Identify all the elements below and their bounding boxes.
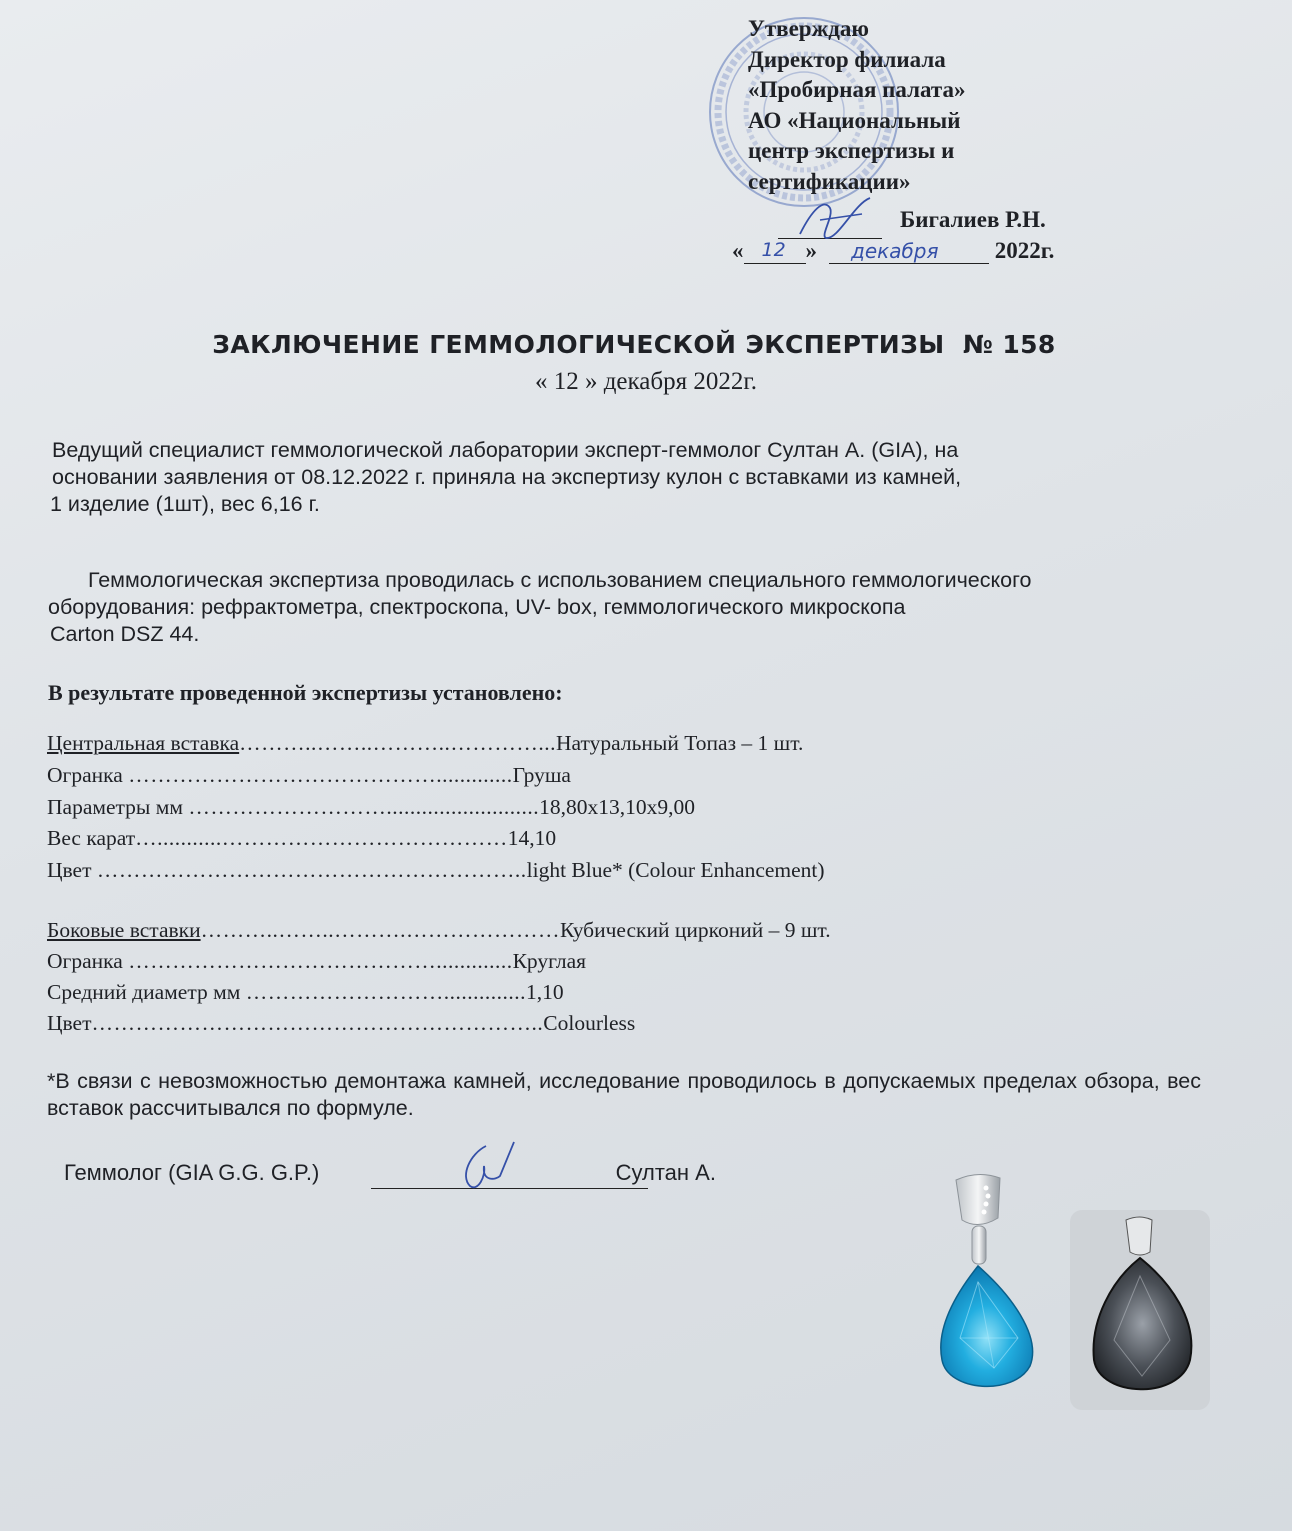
row-label: Боковые вставки bbox=[47, 918, 201, 942]
row-value: 18,80х13,10х9,00 bbox=[539, 795, 695, 819]
intro-line: Ведущий специалист геммологической лаборатории эксперт-геммолог Султан А. (GIA), на bbox=[52, 438, 959, 462]
row-label: Цвет bbox=[47, 1011, 92, 1035]
row-dots: ……………………….............. bbox=[245, 980, 526, 1004]
equipment-line: оборудования: рефрактометра, спектроскопа, UV- box, геммологического микроскопа bbox=[48, 595, 906, 619]
row-label: Центральная вставка bbox=[47, 731, 240, 755]
document-title bbox=[0, 330, 1292, 359]
intro-line: основании заявления от 08.12.2022 г. приняла на экспертизу кулон с вставками из камней, bbox=[52, 465, 962, 489]
side-insert-row bbox=[47, 949, 586, 974]
central-insert-row bbox=[47, 795, 695, 820]
row-label: Цвет bbox=[47, 858, 97, 882]
approval-block bbox=[748, 14, 966, 197]
approval-line: Утверждаю bbox=[748, 16, 869, 41]
gemologist-signature bbox=[440, 1136, 530, 1196]
side-insert-row bbox=[47, 980, 564, 1005]
title-text: ЗАКЛЮЧЕНИЕ ГЕММОЛОГИЧЕСКОЙ ЭКСПЕРТИЗЫ № 158 bbox=[212, 330, 1056, 359]
row-value: light Blue* (Colour Enhancement) bbox=[526, 858, 825, 882]
date-day-field bbox=[744, 241, 806, 264]
date-close-quote: » bbox=[805, 238, 817, 263]
gemologist-label: Геммолог (GIA G.G. G.P.) bbox=[64, 1160, 320, 1185]
row-value: Colourless bbox=[543, 1011, 636, 1035]
row-dots: ………..……..………..…………... bbox=[239, 731, 557, 755]
equipment-paragraph bbox=[48, 567, 1031, 648]
row-value: Круглая bbox=[512, 949, 587, 973]
side-insert-row bbox=[47, 918, 831, 943]
intro-line: 1 изделие (1шт), вес 6,16 г. bbox=[50, 492, 320, 516]
row-label: Огранка bbox=[47, 949, 129, 973]
approval-line: «Пробирная палата» bbox=[748, 77, 966, 102]
approval-line: Директор филиала bbox=[748, 46, 946, 72]
date-month-field bbox=[829, 241, 989, 264]
approval-line: АО «Национальный bbox=[748, 107, 961, 133]
row-label: Вес карат bbox=[47, 826, 136, 850]
date-year: 2022г. bbox=[994, 238, 1055, 263]
footnote: *В связи с невозможностью демонтажа камней, исследование проводилось в допускаемых пределах обзора, вес вставок рассчитывался по формуле. bbox=[47, 1069, 1201, 1120]
row-dots: ………..……..……….………………… bbox=[200, 918, 560, 942]
pendant-photo-grayscale bbox=[1070, 1210, 1210, 1410]
equipment-line: Carton DSZ 44. bbox=[50, 622, 200, 646]
intro-paragraph bbox=[52, 437, 961, 518]
equipment-line: Геммологическая экспертиза проводилась с использованием специального геммологического bbox=[88, 568, 1032, 592]
date-month: декабря bbox=[851, 239, 939, 263]
director-name: Бигалиев Р.Н. bbox=[900, 207, 1046, 232]
row-dots: …………………………………………………….. bbox=[91, 1011, 544, 1035]
date-open-quote: « bbox=[732, 238, 744, 263]
date-day: 12 bbox=[761, 239, 786, 261]
row-value: Натуральный Топаз – 1 шт. bbox=[556, 731, 804, 755]
row-value: 14,10 bbox=[507, 826, 557, 850]
row-label: Средний диаметр мм bbox=[47, 980, 246, 1004]
approval-line: сертификации» bbox=[748, 168, 911, 194]
approval-line: центр экспертизы и bbox=[748, 138, 955, 163]
row-dots: ……………………………………............. bbox=[128, 949, 513, 973]
gemologist-block bbox=[64, 1160, 716, 1186]
row-dots: …...........………………………………… bbox=[135, 826, 508, 850]
row-value: Груша bbox=[512, 763, 571, 787]
results-heading: В результате проведенной экспертизы установлено: bbox=[48, 680, 563, 705]
row-value: 1,10 bbox=[525, 980, 564, 1004]
side-insert-row bbox=[47, 1011, 635, 1036]
row-label: Параметры мм bbox=[47, 795, 189, 819]
row-dots: ………………………………………………….. bbox=[96, 858, 527, 882]
pendant-photo bbox=[934, 1170, 1072, 1402]
row-dots: ……………………………………............. bbox=[128, 763, 513, 787]
approval-date bbox=[732, 238, 1054, 264]
row-value: Кубический цирконий – 9 шт. bbox=[559, 918, 831, 942]
document-date: « 12 » декабря 2022г. bbox=[534, 368, 758, 395]
central-insert-row bbox=[47, 858, 825, 883]
central-insert-row bbox=[47, 826, 556, 851]
gemologist-name: Султан А. bbox=[615, 1160, 716, 1185]
row-dots: ……………………….......................... bbox=[188, 795, 540, 819]
central-insert-row bbox=[47, 763, 571, 788]
central-insert-row bbox=[47, 731, 803, 756]
row-label: Огранка bbox=[47, 763, 129, 787]
